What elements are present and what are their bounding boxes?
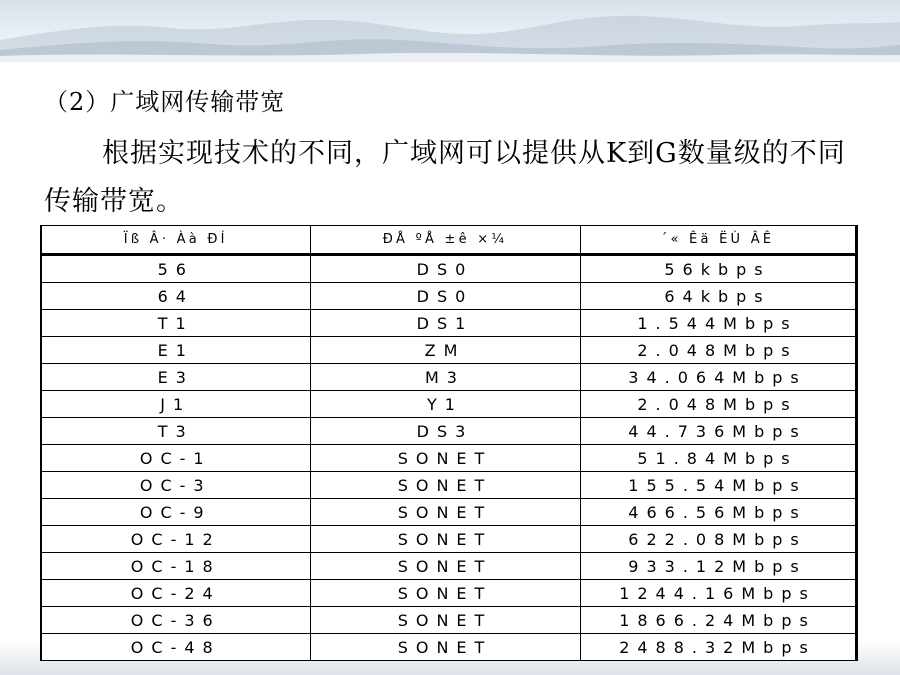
cell-transfer-rate: 2.048Mbps: [580, 337, 856, 364]
cell-signal-standard: SONET: [310, 607, 580, 634]
bandwidth-table: [40, 225, 858, 661]
table-row: [41, 445, 856, 472]
section-heading: （2）广域网传输带宽: [44, 88, 286, 116]
cell-signal-standard: SONET: [310, 553, 580, 580]
table-row: [41, 391, 856, 418]
cell-line-type: 64: [41, 283, 310, 310]
cell-signal-standard: DS3: [310, 418, 580, 445]
cell-line-type: OC-36: [41, 607, 310, 634]
cell-transfer-rate: 44.736Mbps: [580, 418, 856, 445]
mountain-banner: [0, 0, 900, 62]
cell-line-type: OC-18: [41, 553, 310, 580]
cell-signal-standard: SONET: [310, 580, 580, 607]
table-row: [41, 364, 856, 391]
table-row: [41, 499, 856, 526]
table-row: [41, 580, 856, 607]
cell-line-type: 56: [41, 255, 310, 283]
cell-line-type: OC-3: [41, 472, 310, 499]
cell-signal-standard: DS0: [310, 255, 580, 283]
cell-transfer-rate: 1866.24Mbps: [580, 607, 856, 634]
cell-signal-standard: SONET: [310, 526, 580, 553]
table-row: [41, 472, 856, 499]
table-row: [41, 337, 856, 364]
cell-transfer-rate: 466.56Mbps: [580, 499, 856, 526]
cell-line-type: E1: [41, 337, 310, 364]
cell-line-type: E3: [41, 364, 310, 391]
mountain-landscape-icon: [0, 0, 900, 62]
cell-transfer-rate: 2.048Mbps: [580, 391, 856, 418]
table-row: [41, 283, 856, 310]
column-header-transfer-rate: ´« Êä ËÙ ÂÊ: [580, 226, 856, 255]
cell-transfer-rate: 1244.16Mbps: [580, 580, 856, 607]
cell-line-type: J1: [41, 391, 310, 418]
cell-transfer-rate: 51.84Mbps: [580, 445, 856, 472]
cell-line-type: OC-1: [41, 445, 310, 472]
cell-line-type: T3: [41, 418, 310, 445]
cell-signal-standard: M3: [310, 364, 580, 391]
cell-transfer-rate: 2488.32Mbps: [580, 634, 856, 661]
cell-signal-standard: DS0: [310, 283, 580, 310]
column-header-line-type: Ïß Â· Àà ÐÍ: [41, 226, 310, 255]
cell-signal-standard: ZM: [310, 337, 580, 364]
cell-transfer-rate: 933.12Mbps: [580, 553, 856, 580]
cell-signal-standard: SONET: [310, 472, 580, 499]
table-row: [41, 418, 856, 445]
cell-line-type: T1: [41, 310, 310, 337]
cell-signal-standard: SONET: [310, 634, 580, 661]
column-header-signal-standard: ÐÅ ºÅ ±ê ×¼: [310, 226, 580, 255]
table-row: [41, 553, 856, 580]
table-header-row: [41, 226, 856, 255]
table-row: [41, 634, 856, 661]
cell-transfer-rate: 64kbps: [580, 283, 856, 310]
cell-transfer-rate: 1.544Mbps: [580, 310, 856, 337]
table-row: [41, 526, 856, 553]
cell-signal-standard: Y1: [310, 391, 580, 418]
cell-signal-standard: DS1: [310, 310, 580, 337]
cell-line-type: OC-24: [41, 580, 310, 607]
cell-transfer-rate: 155.54Mbps: [580, 472, 856, 499]
table-row: [41, 607, 856, 634]
cell-transfer-rate: 56kbps: [580, 255, 856, 283]
table-row: [41, 310, 856, 337]
cell-transfer-rate: 34.064Mbps: [580, 364, 856, 391]
cell-line-type: OC-9: [41, 499, 310, 526]
cell-signal-standard: SONET: [310, 499, 580, 526]
cell-signal-standard: SONET: [310, 445, 580, 472]
body-paragraph: 根据实现技术的不同，广域网可以提供从K到G数量级的不同传输带宽。: [44, 138, 846, 217]
cell-transfer-rate: 622.08Mbps: [580, 526, 856, 553]
cell-line-type: OC-12: [41, 526, 310, 553]
table-row: [41, 255, 856, 283]
cell-line-type: OC-48: [41, 634, 310, 661]
